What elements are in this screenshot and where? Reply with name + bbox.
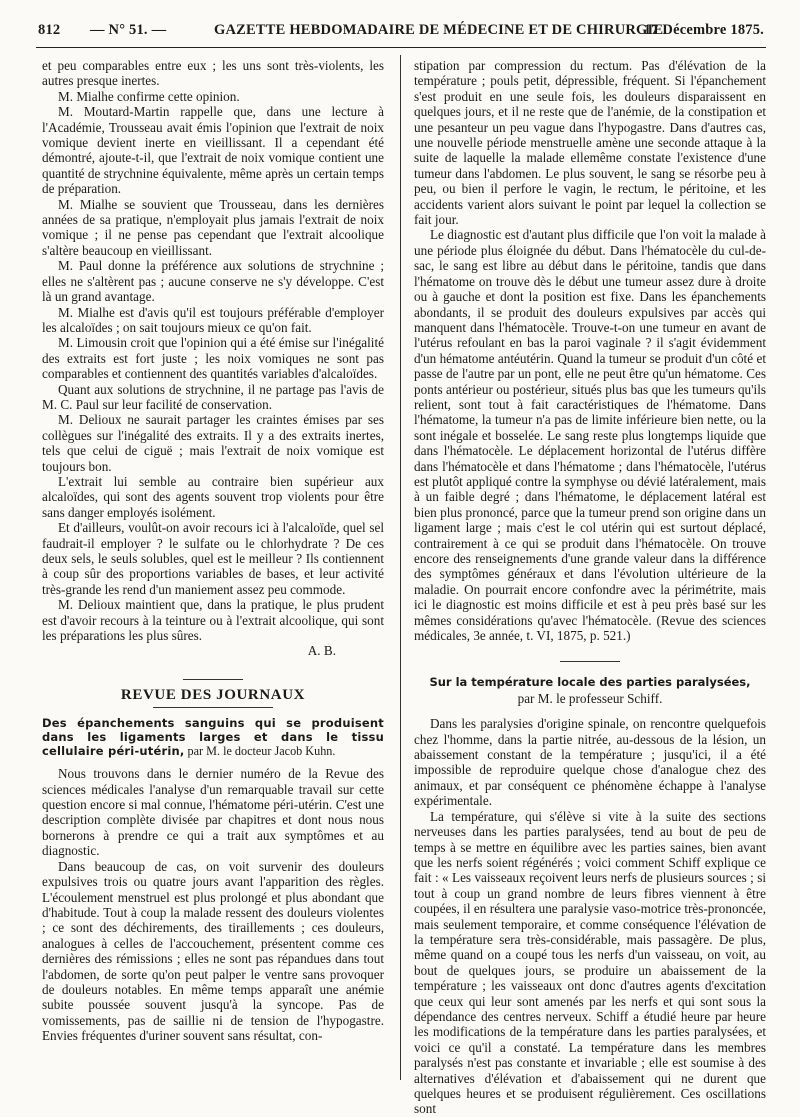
article-heading bbox=[414, 674, 766, 706]
paragraph: Nous trouvons dans le dernier numéro de la Revue des sciences médicales l'analyse d'un remarquable travail sur cette question encore si mal connue, l'hématome péri-utérin. C'est une description complète divisée par chapitres et dont nous nous bornerons à prendre ce qui a trait aux symptômes et au diagnostic. bbox=[42, 766, 384, 859]
paragraph: Dans beaucoup de cas, on voit survenir des douleurs expulsives trois ou quatre jours avant l'apparition des règles. L'écoulement menstruel est plus prolongé et plus abondant que d'habitude. Tout à coup la malade ressent des douleurs violentes ; ce sont des déchirements, des tiraillements ; ces douleurs, analogues à celles de l'accouchement, présentent comme ces dernières des rémissions ; elles ne sont pas répandues dans tout l'abdomen, de sorte qu'on peut palper le ventre sans provoquer de douleurs notables. En même temps apparaît une anémie subite poussée souvent jusqu'à la syncope. Pas de vomissements, pas de saillie ni de tension de l'hypogastre. Envies fréquentes d'uriner souvent sans résultat, con- bbox=[42, 858, 384, 1044]
section-underline bbox=[153, 707, 273, 708]
paragraph: M. Delioux maintient que, dans la pratique, le plus prudent est d'avoir recours à la teinture ou à l'extrait alcoolique, qui sont les préparations les plus sûres. bbox=[42, 597, 384, 644]
journal-title: GAZETTE HEBDOMADAIRE DE MÉDECINE ET DE CHIRURGIE. bbox=[214, 22, 668, 38]
left-column bbox=[42, 58, 384, 1044]
paragraph: Et d'ailleurs, voulût-on avoir recours ici à l'alcaloïde, quel sel faudrait-il employer ? le sulfate ou le chlorhydrate ? De ces deux sels, le seuls solubles, quel est le meilleur ? Ils contiennent à coup sûr des proportions variables de bases, et leur activité très-grande les rend d'un maniement assez peu commode. bbox=[42, 520, 384, 597]
right-column bbox=[414, 58, 766, 1117]
issue-number: — N° 51. — bbox=[90, 22, 167, 38]
paragraph: M. Mialhe se souvient que Trousseau, dans les dernières années de sa pratique, n'employait plus jamais l'extrait de noix vomique ; il ne pense pas cependant que l'extrait alcoolique s'altère beaucoup en vieillissant. bbox=[42, 196, 384, 258]
page-number: 812 bbox=[38, 22, 61, 38]
paragraph: stipation par compression du rectum. Pas d'élévation de la température ; pouls petit, dépressible, fréquent. Si l'épanchement s'est produit en une seule fois, les douleurs disparaissent en quelques jours, et il ne reste que de l'anémie, de la constipation et une pesanteur un peu vague dans l'hypogastre. Dans d'autres cas, une nouvelle période menstruelle amène une seconde attaque à la suite de laquelle la malade ellemême constate l'existence d'une tumeur dans l'abdomen. Le plus souvent, le sang se résorbe peu à peu, ou bien il perfore le vagin, le rectum, le péritoine, et les accidents varient alors suivant le point par lequel la collection se fait jour. bbox=[414, 58, 766, 228]
paragraph: M. Mialhe est d'avis qu'il est toujours préférable d'employer les alcaloïdes ; on sait toujours mieux ce qu'on fait. bbox=[42, 304, 384, 335]
article-divider bbox=[560, 661, 620, 662]
article-title: Sur la température locale des parties paralysées, bbox=[429, 675, 751, 690]
column-divider bbox=[400, 55, 401, 1080]
article-author: par M. le professeur Schiff. bbox=[517, 690, 663, 706]
header-rule bbox=[36, 47, 766, 48]
paragraph: L'extrait lui semble au contraire bien supérieur aux alcaloïdes, qui sont des agents souvent trop violents pour être sans danger employés isolément. bbox=[42, 473, 384, 520]
article-heading bbox=[42, 716, 384, 758]
paragraph: Dans les paralysies d'origine spinale, on rencontre quelquefois chez l'homme, dans la partie nitrée, au-dessous de la lésion, un abaissement constant de la température ; jusqu'ici, il a été impossible de reproduire quelque chose d'analogue chez des animaux, et par conséquent ce phénomène échappe à l'analyse expérimentale. bbox=[414, 716, 766, 809]
paragraph: et peu comparables entre eux ; les uns sont très-violents, les autres presque inertes. bbox=[42, 58, 384, 89]
article-title: Des épanchements sanguins qui se produisent dans les ligaments larges et dans le tissu cellulaire péri-utérin, bbox=[42, 716, 384, 759]
page-header bbox=[38, 22, 764, 44]
paragraph: La température, qui s'élève si vite à la suite des sections nerveuses dans les parties paralysées, tend au bout de peu de temps à se mettre en équilibre avec les parties saines, bien avant que les nerfs soient régénérés ; voici comment Schiff explique ce fait : « Les vaisseaux reçoivent leurs nerfs de plusieurs sources ; si tout à coup un grand nombre de leurs fibres viennent à être coupées, il en résultera une paralysie vaso-motrice très-prononcée, mais seulement temporaire, et comme conséquence l'élévation de la température sera très-considérable, mais passagère. De plus, même quand on a coupé tous les nerfs d'un vaisseau, on voit, au bout de quelques jours, se produire un abaissement de la température ; les vaisseaux ont donc d'autres agents d'excitation que ceux qui leur sont amenés par les nerfs et qui sont sous la dépendance des centres nerveux. Schiff a étudié heure par heure les modifications de la température dans les parties paralysées, et voici ce qu'il a constaté. La température dans les membres paralysés n'est pas constante et invariable ; elle est soumise à des alternatives d'élévation et d'abaissement qui ne durent que quelques heures et se produisent régulièrement. Ces oscillations sont bbox=[414, 808, 766, 1117]
issue-date: 17 Décembre 1875. bbox=[643, 22, 764, 38]
paragraph: M. Delioux ne saurait partager les craintes émises par ses collègues sur l'inégalité des extraits. Il y a des extraits inertes, tels que celui de ciguë ; mais l'extrait de noix vomique est toujours bon. bbox=[42, 412, 384, 474]
paragraph: M. Moutard-Martin rappelle que, dans une lecture à l'Académie, Trousseau avait émis l'opinion que l'extrait de noix vomique devient inerte en vieillissant. Il a cependant été démontré, ajoute-t-il, que l'extrait de noix vomique contient une quantité de strychnine équivalente, même après un certain temps de préparation. bbox=[42, 104, 384, 197]
section-divider bbox=[183, 679, 243, 680]
paragraph: Le diagnostic est d'autant plus difficile que l'on voit la malade à une période plus éloignée du début. Dans l'hématocèle du cul-de-sac, le sang est libre au début dans le péritoine, tandis que dans l'hématome on trouve dès le début une tumeur assez dure à droite ou à gauche et dont la position est fixe. Dans les épanchements abondants, il se produit des douleurs expulsives par accès qui manquent dans l'hématocèle. Trouve-t-on une tumeur en avant de l'utérus refoulant en bas la paroi vaginale ? il s'agit évidemment d'un hématome antéutérin. Quand la tumeur se produit d'un côté et passe de l'autre par un pont, elle ne peut être qu'un hématome. Ces ponts antérieur ou postérieur, situés plus bas que les tumeurs qu'ils relient, sont tout à fait caractéristiques de l'hématome. Dans l'hématome, la tumeur n'a pas de limite inférieure bien nette, ou la sont inégale et bosselée. Le sang reste plus longtemps liquide que dans l'hématocèle. Le déplacement horizontal de l'utérus diffère dans l'hématocèle et dans l'hématome ; dans l'hématocèle, l'utérus est plutôt appliqué contre la symphyse ou dévié latéralement, mais à un faible degré ; dans l'hématome, le déplacement latéral est bien plus prononcé, parce que la tumeur prend son origine dans un ligament large ; mais c'est le col utérin qui est surtout déplacé, contrairement à ce qui se produit dans l'hématocèle. On trouve encore des renseignements d'une grande valeur dans la différence des symptômes généraux et dans l'évolution ultérieure de la maladie. On pourrait encore confondre avec la périmétrite, mais ici le diagnostic est moins difficile et est à peu près basé sur les mêmes considérations qu'avec l'hématocèle. (Revue des sciences médicales, 3e année, t. VI, 1875, p. 521.) bbox=[414, 227, 766, 644]
signature: A. B. bbox=[307, 643, 336, 659]
paragraph: M. Paul donne la préférence aux solutions de strychnine ; elles ne s'altèrent pas ; aucune conserve ne s'y développe. C'est là un grand avantage. bbox=[42, 258, 384, 305]
paragraph: M. Limousin croit que l'opinion qui a été émise sur l'inégalité des extraits est fort juste ; les noix vomiques ne sont pas comparables et contiennent des quantités variables d'alcaloïdes. bbox=[42, 335, 384, 382]
article-author: par M. le docteur Jacob Kuhn. bbox=[187, 744, 336, 759]
section-title: REVUE DES JOURNAUX bbox=[120, 686, 306, 703]
paragraph: M. Mialhe confirme cette opinion. bbox=[58, 88, 240, 104]
paragraph: Quant aux solutions de strychnine, il ne partage pas l'avis de M. C. Paul sur leur facilité de conservation. bbox=[42, 381, 384, 412]
